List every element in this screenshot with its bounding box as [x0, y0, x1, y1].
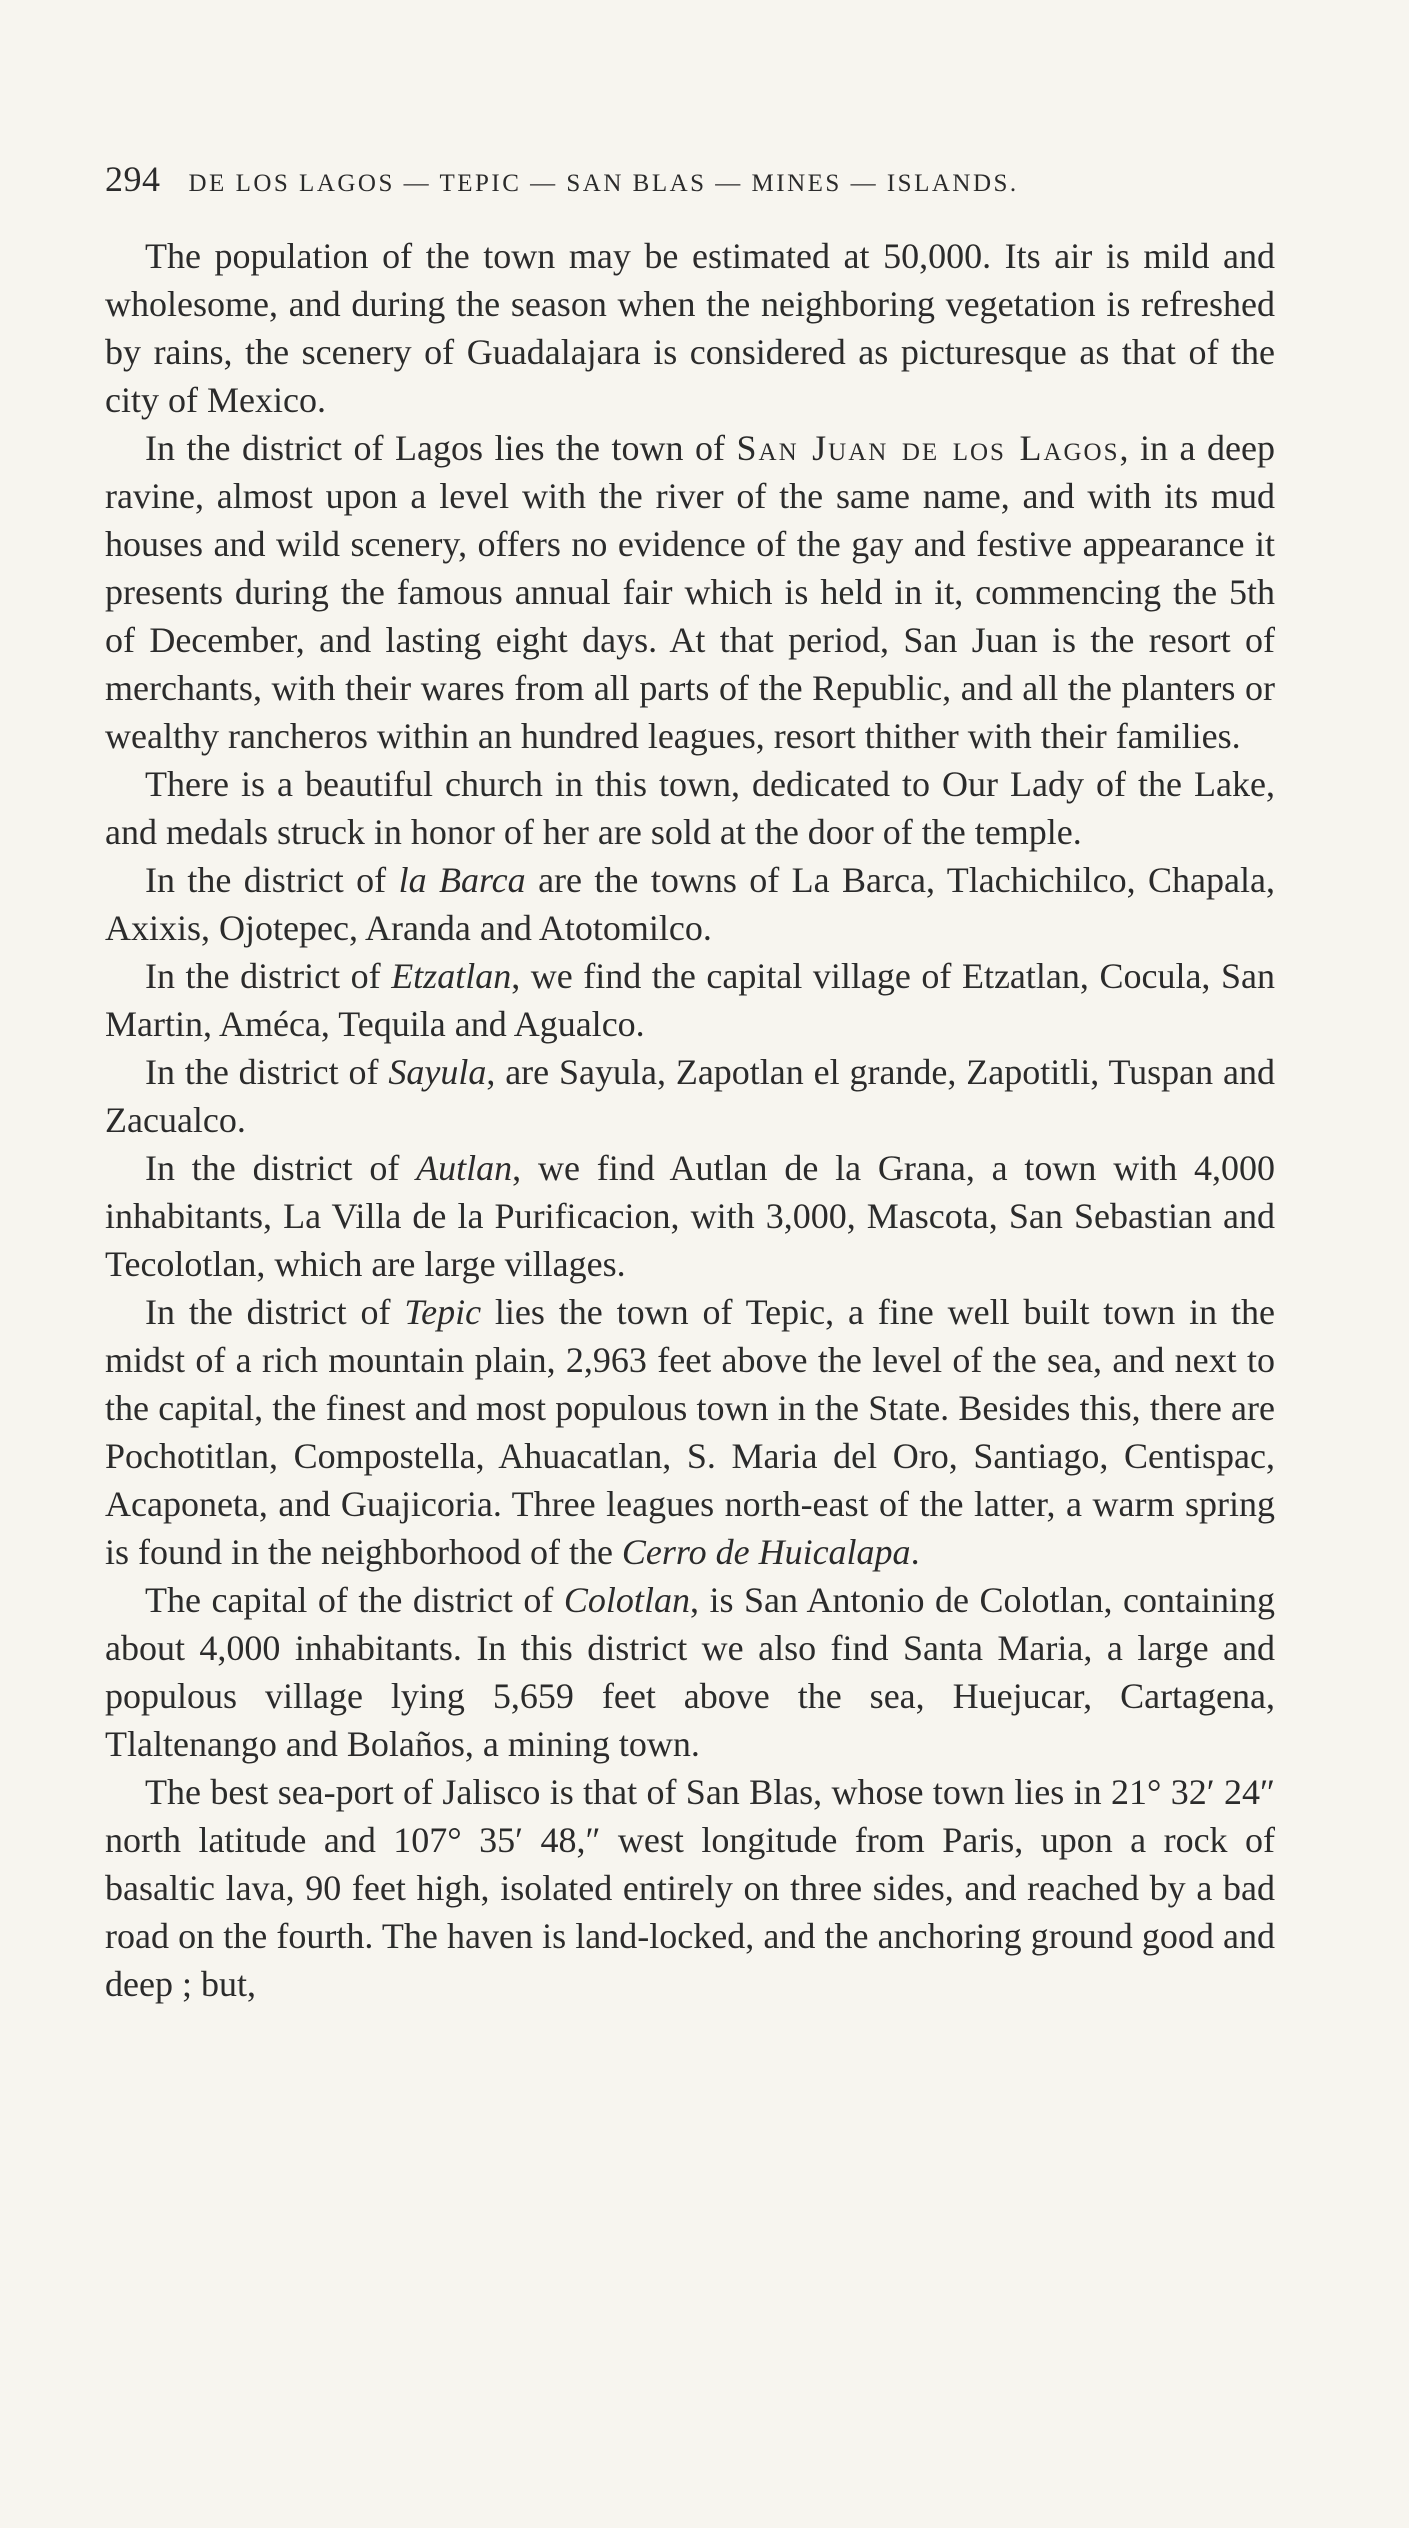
district-name: Autlan — [416, 1147, 513, 1188]
district-name: Sayula — [388, 1051, 487, 1092]
paragraph-text: The best sea-port of Jalisco is that of San Blas, whose town lies in 21° 32′ 24″ north latitude and 107° 35′ 48,″ west longitude from Paris, upon a rock of basaltic lava, 90 feet high, isolated entirely on three sides, and reached by a bad road on the fourth. The haven is land-locked, and the anchoring ground good and deep ; but, — [105, 1771, 1275, 2004]
paragraph-la-barca — [105, 856, 1275, 952]
paragraph-sayula — [105, 1048, 1275, 1144]
paragraph-text: , is San Antonio de Colotlan, containing about 4,000 inhabitants. In this district we also find Santa Maria, a large and populous village lying 5,659 feet above the sea, Huejucar, Cartagena, Tlaltenango and Bolaños, a mining town. — [105, 1579, 1275, 1764]
paragraph-text: In the district of — [145, 1147, 417, 1188]
paragraph-text: , in a deep ravine, almost upon a level with the river of the same name, and with its mud houses and wild scenery, offers no evidence of the gay and festive appearance it presents during the famous annual fair which is held in it, commencing the 5th of December, and lasting eight days. At that period, San Juan is the resort of merchants, with their wares from all parts of the Republic, and all the planters or wealthy rancheros within an hundred leagues, resort thither with their families. — [105, 427, 1275, 756]
paragraph-etzatlan — [105, 952, 1275, 1048]
paragraph-text: In the district of — [145, 1051, 389, 1092]
paragraph-san-juan-de-los-lagos — [105, 424, 1275, 760]
district-name: Colotlan — [563, 1579, 690, 1620]
paragraph-san-blas — [105, 1768, 1275, 2008]
paragraph-text: are the towns of La Barca, Tlachichilco, Chapala, Axixis, Ojotepec, Aranda and Atotomilco. — [105, 859, 1275, 948]
page-number: 294 — [105, 159, 161, 199]
place-name: San Juan de los Lagos — [736, 427, 1120, 468]
paragraph-text: lies the town of Tepic, a fine well built town in the midst of a rich mountain plain, 2,963 feet above the level of the sea, and next to the capital, the finest and most populous town in the State. Besides this, there are Pochotitlan, Compostella, Ahuacatlan, S. Maria del Oro, Santiago, Centispac, Acaponeta, and Guajicoria. Three leagues north-east of the latter, a warm spring is found in the neighborhood of the — [105, 1291, 1275, 1572]
district-name: Etzatlan — [391, 955, 512, 996]
paragraph-text: There is a beautiful church in this town, dedicated to Our Lady of the Lake, and medals struck in honor of her are sold at the door of the temple. — [105, 763, 1275, 852]
paragraph-text: In the district of Lagos lies the town of — [145, 427, 737, 468]
paragraph-church — [105, 760, 1275, 856]
paragraph-text: The population of the town may be estimated at 50,000. Its air is mild and wholesome, and during the season when the neighboring vegetation is refreshed by rains, the scenery of Guadalajara is considered as picturesque as that of the city of Mexico. — [105, 235, 1275, 420]
paragraph-text: In the district of — [145, 1291, 405, 1332]
paragraph-colotlan — [105, 1576, 1275, 1768]
paragraph-autlan — [105, 1144, 1275, 1288]
paragraph-text: , are Sayula, Zapotlan el grande, Zapotitli, Tuspan and Zacualco. — [105, 1051, 1275, 1140]
running-title: DE LOS LAGOS — TEPIC — SAN BLAS — MINES — ISLANDS. — [188, 170, 1019, 197]
paragraph-text: In the district of — [145, 859, 399, 900]
paragraph-text: , we find Autlan de la Grana, a town with 4,000 inhabitants, La Villa de la Purificacion, with 3,000, Mascota, San Sebastian and Tecolotlan, which are large villages. — [105, 1147, 1276, 1284]
paragraph-text: , we find the capital village of Etzatlan, Cocula, San Martin, Améca, Tequila and Agualco. — [105, 955, 1275, 1044]
paragraph-population — [105, 232, 1275, 424]
paragraph-text: The capital of the district of — [145, 1579, 564, 1620]
district-name: la Barca — [398, 859, 526, 900]
document-page — [105, 160, 1275, 2008]
body-text — [105, 232, 1275, 2008]
paragraph-text: . — [910, 1531, 920, 1572]
place-name: Cerro de Huicalapa — [621, 1531, 911, 1572]
district-name: Tepic — [404, 1291, 482, 1332]
running-header — [105, 160, 1275, 200]
paragraph-tepic — [105, 1288, 1275, 1576]
paragraph-text: In the district of — [145, 955, 392, 996]
